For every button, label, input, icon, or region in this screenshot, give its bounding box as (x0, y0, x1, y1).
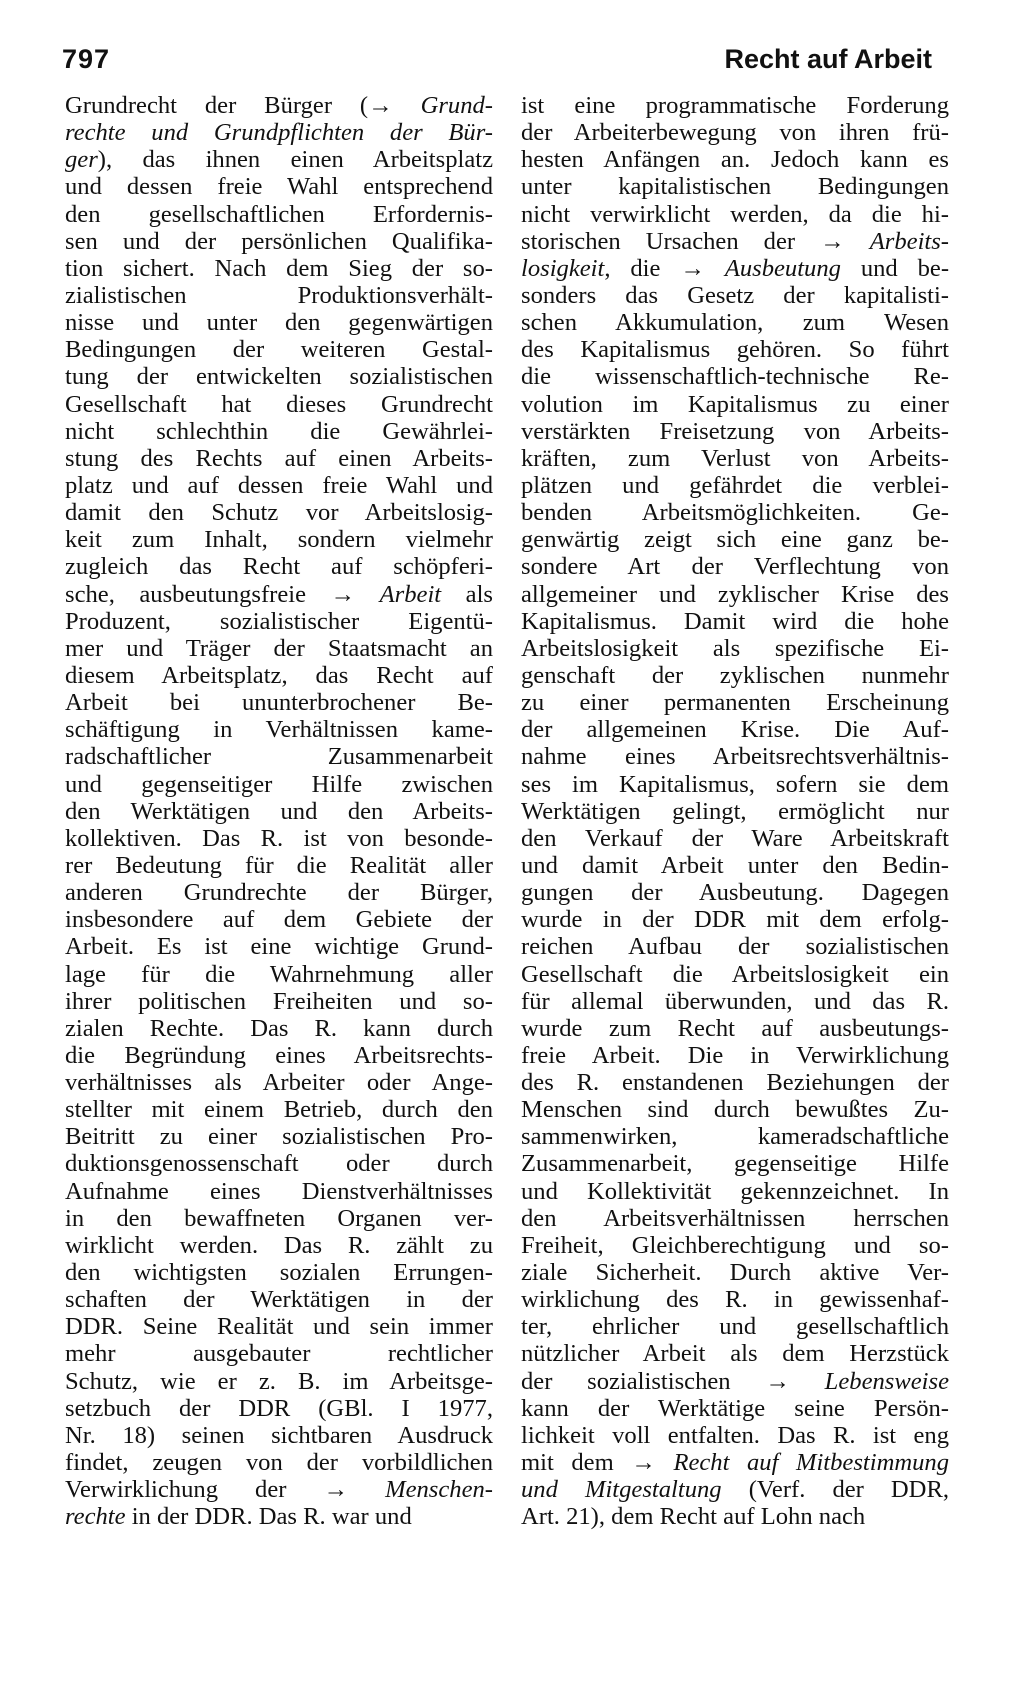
text-line (65, 173, 493, 200)
cross-reference-text: Arbeit (379, 580, 442, 608)
body-text: den Arbeitsverhältnissen herrschen (521, 1204, 949, 1232)
text-line (521, 1232, 949, 1259)
text-line (521, 852, 949, 879)
text-line (65, 1259, 493, 1286)
text-line (521, 1096, 949, 1123)
body-text: der allgemeinen Krise. Die Auf- (521, 716, 949, 744)
text-line (65, 1503, 493, 1530)
body-text: ter, ehrlicher und gesellschaftlich (521, 1313, 949, 1341)
text-line (65, 1015, 493, 1042)
text-line (521, 1123, 949, 1150)
body-text: ses im Kapitalismus, sofern sie dem (521, 770, 949, 798)
text-line (65, 906, 493, 933)
text-line (521, 635, 949, 662)
text-line (65, 201, 493, 228)
body-text: den Werktätigen und den Arbeits- (65, 797, 493, 825)
cross-reference-text: Recht auf Mitbestimmung (673, 1449, 949, 1477)
body-text: DDR. Seine Realität und sein immer (65, 1313, 493, 1341)
body-text: nicht verwirklicht werden, da die hi- (521, 200, 949, 228)
body-text: Verwirklichung der → (65, 1476, 386, 1504)
text-line (521, 472, 949, 499)
text-line (65, 771, 493, 798)
text-line (65, 499, 493, 526)
body-text: nicht schlechthin die Gewährlei- (65, 417, 493, 445)
body-text: gungen der Ausbeutung. Dagegen (521, 879, 949, 907)
text-line (65, 1205, 493, 1232)
text-line (65, 553, 493, 580)
text-line (521, 499, 949, 526)
body-text: unter kapitalistischen Bedingungen (521, 173, 949, 201)
text-line (65, 146, 493, 173)
text-line (521, 146, 949, 173)
text-line (521, 363, 949, 390)
text-line (65, 716, 493, 743)
text-line (65, 282, 493, 309)
text-line (521, 1069, 949, 1096)
text-line (521, 988, 949, 1015)
body-text: damit den Schutz vor Arbeitslosig- (65, 499, 493, 527)
body-text: zialen Rechte. Das R. kann durch (65, 1014, 493, 1042)
text-line (521, 1150, 949, 1177)
text-line (521, 689, 949, 716)
text-line (65, 526, 493, 553)
text-line (521, 1422, 949, 1449)
text-line (521, 282, 949, 309)
text-line (521, 119, 949, 146)
body-text: storischen Ursachen der → (521, 227, 870, 255)
body-text: stellter mit einem Betrieb, durch den (65, 1096, 493, 1124)
text-line (521, 526, 949, 553)
text-line (521, 418, 949, 445)
running-head: Recht auf Arbeit (724, 44, 932, 74)
body-text: als (441, 580, 493, 608)
text-line (521, 553, 949, 580)
text-line (521, 662, 949, 689)
body-text: kräften, zum Verlust von Arbeits- (521, 444, 949, 472)
text-line (521, 1476, 949, 1503)
body-text: ist eine programmatische Forderung (521, 92, 949, 119)
text-line (521, 825, 949, 852)
body-text: genwärtig zeigt sich eine ganz be- (521, 526, 949, 554)
text-line (65, 1395, 493, 1422)
body-text: und Kollektivität gekennzeichnet. In (521, 1177, 949, 1205)
body-text: Produzent, sozialistischer Eigentü- (65, 607, 493, 635)
text-line (65, 608, 493, 635)
text-line (65, 309, 493, 336)
body-text: schäftigung in Verhältnissen kame- (65, 716, 493, 744)
body-text: zu einer permanenten Erscheinung (521, 689, 949, 717)
body-text: radschaftlicher Zusammenarbeit (65, 743, 493, 771)
body-text: mer und Träger der Staatsmacht an (65, 634, 493, 662)
text-line (521, 1205, 949, 1232)
text-line (521, 228, 949, 255)
body-text: Freiheit, Gleichberechtigung und so- (521, 1231, 949, 1259)
body-text: Art. 21), dem Recht auf Lohn nach (521, 1503, 866, 1531)
text-line (521, 1449, 949, 1476)
text-line (521, 1395, 949, 1422)
body-text: ziale Sicherheit. Durch aktive Ver- (521, 1259, 949, 1287)
body-text: und damit Arbeit unter den Bedin- (521, 851, 949, 879)
cross-reference-text: losigkeit (521, 254, 605, 282)
body-text: duktionsgenossenschaft oder durch (65, 1150, 493, 1178)
text-line (65, 689, 493, 716)
text-column-left (65, 92, 493, 1530)
text-line (521, 906, 949, 933)
body-text: wirklicht werden. Das R. zählt zu (65, 1231, 493, 1259)
body-text: freie Arbeit. Die in Verwirklichung (521, 1041, 949, 1069)
text-line (65, 879, 493, 906)
text-line (521, 1503, 949, 1530)
body-text: schen Akkumulation, zum Wesen (521, 309, 949, 337)
text-line (521, 391, 949, 418)
body-text: benden Arbeitsmöglichkeiten. Ge- (521, 499, 949, 527)
body-text: diesem Arbeitsplatz, das Recht auf (65, 661, 493, 689)
body-text: die Begründung eines Arbeitsrechts- (65, 1041, 493, 1069)
body-text: Werktätigen gelingt, ermöglicht nur (521, 797, 949, 825)
body-text: zialistischen Produktionsverhält- (65, 281, 493, 309)
body-text: allgemeiner und zyklischer Krise des (521, 580, 949, 608)
text-line (65, 1313, 493, 1340)
body-text: wirklichung des R. in gewissenhaf- (521, 1286, 949, 1314)
cross-reference-text: Grund- (420, 92, 493, 119)
text-line (65, 228, 493, 255)
text-line (65, 825, 493, 852)
text-line (65, 743, 493, 770)
body-text: sondere Art der Verflechtung von (521, 553, 949, 581)
text-line (521, 743, 949, 770)
body-text: anderen Grundrechte der Bürger, (65, 879, 493, 907)
body-text: findet, zeugen von der vorbildlichen (65, 1449, 493, 1477)
text-line (65, 1123, 493, 1150)
body-text: schaften der Werktätigen in der (65, 1286, 493, 1314)
body-text: Gesellschaft die Arbeitslosigkeit ein (521, 960, 949, 988)
body-text: Schutz, wie er z. B. im Arbeitsge- (65, 1367, 493, 1395)
body-text: tion sichert. Nach dem Sieg der so- (65, 254, 493, 282)
text-line (65, 445, 493, 472)
text-line (521, 309, 949, 336)
body-text: Bedingungen der weiteren Gestal- (65, 336, 493, 364)
cross-reference-text: rechte und Grundpflichten der Bür- (65, 119, 493, 147)
cross-reference-text: und Mitgestaltung (521, 1476, 722, 1504)
body-text: reichen Aufbau der sozialistischen (521, 933, 949, 961)
body-text: plätzen und gefährdet die verblei- (521, 471, 949, 499)
text-line (521, 1015, 949, 1042)
body-text: in den bewaffneten Organen ver- (65, 1204, 493, 1232)
page-number: 797 (62, 44, 111, 74)
text-line (65, 1449, 493, 1476)
body-text: volution im Kapitalismus zu einer (521, 390, 949, 418)
body-text: verhältnisses als Arbeiter oder Ange- (65, 1069, 493, 1097)
body-text: , die → (604, 254, 725, 282)
text-line (65, 336, 493, 363)
body-text: lage für die Wahrnehmung aller (65, 960, 493, 988)
body-text: für allemal überwunden, und das R. (521, 987, 949, 1015)
text-line (65, 852, 493, 879)
text-line (65, 472, 493, 499)
body-text: hesten Anfängen an. Jedoch kann es (521, 146, 949, 174)
text-line (65, 1178, 493, 1205)
body-text: insbesondere auf dem Gebiete der (65, 906, 493, 934)
body-text: nützlicher Arbeit als dem Herzstück (521, 1340, 949, 1368)
body-text: ), das ihnen einen Arbeitsplatz (97, 146, 493, 174)
body-text: in der DDR. Das R. war und (125, 1503, 412, 1531)
text-line (65, 92, 493, 119)
text-line (65, 662, 493, 689)
cross-reference-text: Arbeits- (869, 227, 949, 255)
text-line (521, 608, 949, 635)
text-line (521, 1042, 949, 1069)
body-text: sammenwirken, kameradschaftliche (521, 1123, 949, 1151)
text-line (65, 1069, 493, 1096)
text-line (65, 1042, 493, 1069)
body-text: setzbuch der DDR (GBl. I 1977, (65, 1394, 493, 1422)
cross-reference-text: Ausbeutung (724, 254, 841, 282)
body-text: den Verkauf der Ware Arbeitskraft (521, 824, 949, 852)
text-line (521, 771, 949, 798)
body-text: Zusammenarbeit, gegenseitige Hilfe (521, 1150, 949, 1178)
text-line (65, 1232, 493, 1259)
text-line (65, 1368, 493, 1395)
text-line (521, 201, 949, 228)
body-text: Arbeit. Es ist eine wichtige Grund- (65, 933, 493, 961)
text-line (521, 1286, 949, 1313)
text-line (521, 1368, 949, 1395)
body-text: Beitritt zu einer sozialistischen Pro- (65, 1123, 493, 1151)
body-text: und be- (840, 254, 950, 282)
text-line (65, 391, 493, 418)
body-text: des R. enstandenen Beziehungen der (521, 1069, 949, 1097)
body-text: verstärkten Freisetzung von Arbeits- (521, 417, 949, 445)
body-text: tung der entwickelten sozialistischen (65, 363, 493, 391)
body-text: stung des Rechts auf einen Arbeits- (65, 444, 493, 472)
text-line (65, 1340, 493, 1367)
body-text: (Verf. der DDR, (721, 1476, 950, 1504)
body-text: den gesellschaftlichen Erfordernis- (65, 200, 493, 228)
body-text: Kapitalismus. Damit wird die hohe (521, 607, 949, 635)
body-text: und dessen freie Wahl entsprechend (65, 173, 493, 201)
text-line (521, 798, 949, 825)
body-text: mehr ausgebauter rechtlicher (65, 1340, 493, 1368)
body-text: Grundrecht der Bürger (→ (65, 92, 421, 119)
body-text: Menschen sind durch bewußtes Zu- (521, 1096, 949, 1124)
text-line (65, 119, 493, 146)
body-text: nisse und unter den gegenwärtigen (65, 309, 493, 337)
text-line (521, 336, 949, 363)
text-line (65, 255, 493, 282)
text-line (65, 581, 493, 608)
text-line (521, 445, 949, 472)
cross-reference-text: Lebensweise (824, 1367, 949, 1395)
body-text: sonders das Gesetz der kapitalisti- (521, 281, 949, 309)
text-line (65, 1286, 493, 1313)
text-line (521, 581, 949, 608)
body-text: des Kapitalismus gehören. So führt (521, 336, 949, 364)
body-text: sen und der persönlichen Qualifika- (65, 227, 493, 255)
body-text: wurde in der DDR mit dem erfolg- (521, 906, 949, 934)
text-line (521, 173, 949, 200)
body-text: zugleich das Recht auf schöpferi- (65, 553, 493, 581)
body-text: Gesellschaft hat dieses Grundrecht (65, 390, 493, 418)
text-line (521, 255, 949, 282)
text-line (65, 988, 493, 1015)
text-line (521, 961, 949, 988)
body-text: keit zum Inhalt, sondern vielmehr (65, 526, 493, 554)
body-text: Arbeit bei ununterbrochener Be- (65, 689, 493, 717)
text-line (65, 1476, 493, 1503)
body-text: sche, ausbeutungsfreie → (65, 580, 380, 608)
cross-reference-text: Menschen- (385, 1476, 493, 1504)
cross-reference-text: ger (65, 146, 98, 174)
body-text: den wichtigsten sozialen Errungen- (65, 1259, 493, 1287)
text-line (521, 879, 949, 906)
text-line (521, 1178, 949, 1205)
body-text: der Arbeiterbewegung von ihren frü- (521, 119, 949, 147)
text-line (521, 1313, 949, 1340)
body-text: nahme eines Arbeitsrechtsverhältnis- (521, 743, 949, 771)
body-text: Arbeitslosigkeit als spezifische Ei- (521, 634, 949, 662)
text-line (521, 716, 949, 743)
text-line (65, 1422, 493, 1449)
text-line (65, 635, 493, 662)
body-text: genschaft der zyklischen nunmehr (521, 661, 949, 689)
text-line (521, 933, 949, 960)
text-line (521, 1259, 949, 1286)
text-line (65, 418, 493, 445)
body-text: kollektiven. Das R. ist von besonde- (65, 824, 493, 852)
body-text: die wissenschaftlich-technische Re- (521, 363, 949, 391)
text-line (65, 1150, 493, 1177)
body-text: mit dem → (521, 1449, 674, 1477)
text-line (65, 363, 493, 390)
body-text: ihrer politischen Freiheiten und so- (65, 987, 493, 1015)
text-column-right (521, 92, 949, 1530)
text-line (521, 1340, 949, 1367)
text-line (65, 961, 493, 988)
text-line (65, 1096, 493, 1123)
cross-reference-text: rechte (65, 1503, 126, 1531)
body-text: kann der Werktätige seine Persön- (521, 1394, 949, 1422)
body-text: platz und auf dessen freie Wahl und (65, 471, 493, 499)
text-line (65, 933, 493, 960)
text-line (521, 92, 949, 119)
body-text: lichkeit voll entfalten. Das R. ist eng (521, 1421, 949, 1449)
body-text: Aufnahme eines Dienstverhältnisses (65, 1177, 493, 1205)
text-line (65, 798, 493, 825)
body-text: rer Bedeutung für die Realität aller (65, 851, 493, 879)
body-text: der sozialistischen → (521, 1367, 825, 1395)
body-text: und gegenseitiger Hilfe zwischen (65, 770, 493, 798)
body-text: wurde zum Recht auf ausbeutungs- (521, 1014, 949, 1042)
body-text: Nr. 18) seinen sichtbaren Ausdruck (65, 1421, 493, 1449)
